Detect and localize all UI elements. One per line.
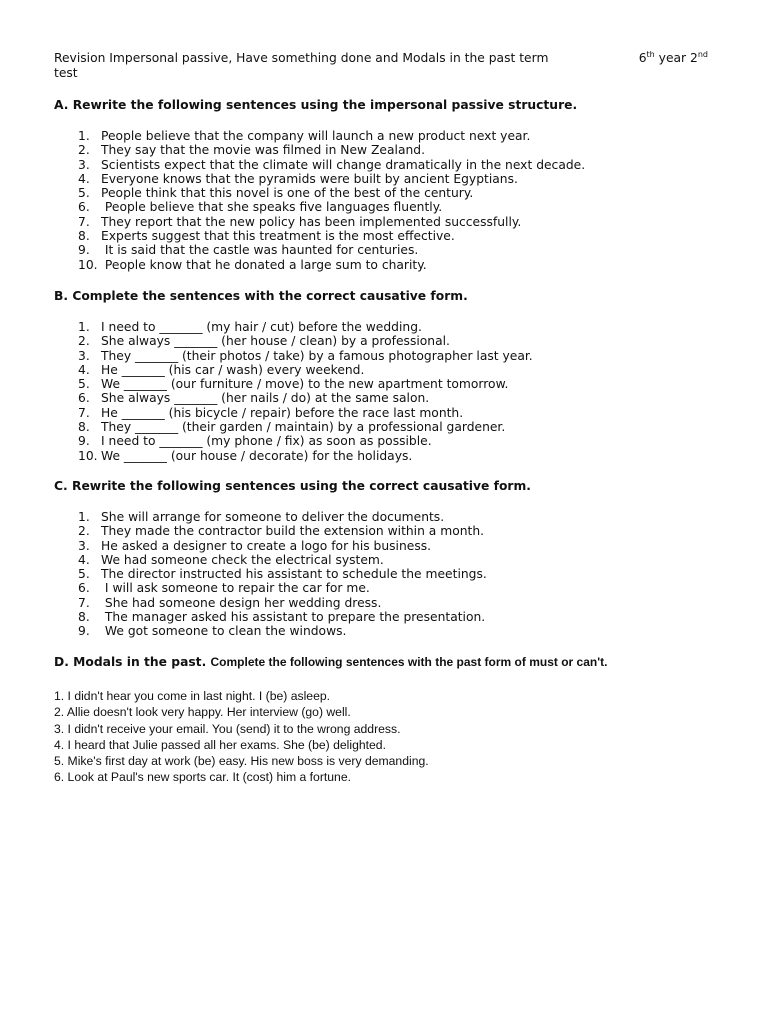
list-item <box>78 158 585 172</box>
item-text: They report that the new policy has been implemented successfully. <box>101 214 522 229</box>
item-text: He _______ (his car / wash) every weekend. <box>101 362 365 377</box>
list-item <box>78 320 533 334</box>
item-text: People think that this novel is one of the best of the century. <box>101 186 474 201</box>
item-text: I need to _______ (my hair / cut) before the wedding. <box>101 320 422 334</box>
year-term-text: year 2 <box>658 51 698 65</box>
item-number: 7. <box>78 214 90 229</box>
item-number: 1. <box>78 320 90 334</box>
item-number: 3. <box>78 157 90 172</box>
list-item <box>78 524 487 538</box>
section-b-list <box>78 320 533 463</box>
item-number: 4. <box>78 552 90 567</box>
list-item <box>78 434 533 448</box>
list-item <box>78 406 533 420</box>
item-text: I need to _______ (my phone / fix) as soon as possible. <box>101 434 432 449</box>
section-d-instruction: Complete the following sentences with the past form of must or can't. <box>210 655 608 669</box>
item-number: 1. <box>78 510 90 524</box>
list-item <box>78 243 585 257</box>
list-item <box>78 420 533 434</box>
list-item <box>78 624 487 638</box>
section-b-title: B. Complete the sentences with the correct causative form. <box>54 289 468 303</box>
item-number: 5. <box>78 377 90 392</box>
list-item <box>78 581 487 595</box>
list-item <box>78 186 585 200</box>
item-text: She always _______ (her nails / do) at the same salon. <box>101 391 430 406</box>
item-number: 10. <box>78 448 98 463</box>
item-text: She always _______ (her house / clean) by a professional. <box>101 334 450 349</box>
item-text: Scientists expect that the climate will change dramatically in the next decade. <box>101 157 586 172</box>
item-text: We _______ (our furniture / move) to the new apartment tomorrow. <box>101 377 509 392</box>
list-item <box>78 129 585 143</box>
list-item <box>78 510 487 524</box>
list-item <box>78 143 585 157</box>
list-item: 6. Look at Paul's new sports car. It (cost) him a fortune. <box>54 770 351 785</box>
list-item <box>78 391 533 405</box>
list-item <box>78 596 487 610</box>
list-item <box>78 334 533 348</box>
item-number: 8. <box>78 420 90 435</box>
item-number: 2. <box>78 524 90 539</box>
item-number: 10. <box>78 257 98 272</box>
worksheet-header <box>54 51 714 81</box>
section-c-title: C. Rewrite the following sentences using the correct causative form. <box>54 479 531 493</box>
section-a-list <box>78 129 585 272</box>
item-text: He asked a designer to create a logo for his business. <box>101 538 432 553</box>
item-number: 3. <box>78 348 90 363</box>
list-item <box>78 539 487 553</box>
item-number: 9. <box>78 434 90 449</box>
list-item <box>78 200 585 214</box>
grade-ordinal-suffix: th <box>646 49 655 59</box>
section-d-title <box>54 655 607 670</box>
list-item <box>78 349 533 363</box>
item-text: The director instructed his assistant to schedule the meetings. <box>101 567 487 582</box>
item-number: 2. <box>78 334 90 349</box>
item-text: He _______ (his bicycle / repair) before the race last month. <box>101 405 464 420</box>
section-a-title: A. Rewrite the following sentences using the impersonal passive structure. <box>54 98 578 112</box>
item-number: 3. <box>78 538 90 553</box>
item-number: 7. <box>78 405 90 420</box>
list-item: 1. I didn't hear you come in last night. I (be) asleep. <box>54 689 331 703</box>
section-d-list <box>54 688 429 786</box>
list-item: 4. I heard that Julie passed all her exams. She (be) delighted. <box>54 737 386 752</box>
item-number: 8. <box>78 610 90 625</box>
item-text: We got someone to clean the windows. <box>101 624 347 639</box>
item-number: 7. <box>78 595 90 610</box>
item-text: People believe that she speaks five languages fluently. <box>101 200 443 215</box>
item-text: We had someone check the electrical system. <box>101 552 384 567</box>
item-text: I will ask someone to repair the car for me. <box>101 581 370 596</box>
item-number: 8. <box>78 229 90 244</box>
list-item <box>78 553 487 567</box>
item-number: 2. <box>78 143 90 158</box>
item-number: 6. <box>78 581 90 596</box>
item-text: They say that the movie was filmed in New Zealand. <box>101 143 425 158</box>
item-number: 4. <box>78 362 90 377</box>
item-text: They _______ (their garden / maintain) by a professional gardener. <box>101 420 506 435</box>
item-number: 5. <box>78 186 90 201</box>
item-text: She had someone design her wedding dress. <box>101 595 382 610</box>
item-text: Everyone knows that the pyramids were built by ancient Egyptians. <box>101 171 518 186</box>
item-number: 1. <box>78 129 90 143</box>
list-item <box>78 258 585 272</box>
grade-number: 6 <box>638 51 647 65</box>
list-item: 3. I didn't receive your email. You (send) it to the wrong address. <box>54 721 401 736</box>
item-text: People believe that the company will launch a new product next year. <box>101 129 531 143</box>
list-item <box>78 172 585 186</box>
list-item: 2. Allie doesn't look very happy. Her interview (go) well. <box>54 705 351 720</box>
item-number: 9. <box>78 624 90 639</box>
list-item <box>78 363 533 377</box>
item-text: Experts suggest that this treatment is the most effective. <box>101 229 455 244</box>
item-text: She will arrange for someone to deliver the documents. <box>101 510 445 524</box>
list-item <box>78 215 585 229</box>
grade-term-label <box>639 51 708 66</box>
item-text: It is said that the castle was haunted for centuries. <box>101 243 419 258</box>
list-item <box>78 377 533 391</box>
item-number: 6. <box>78 391 90 406</box>
item-text: They made the contractor build the extension within a month. <box>101 524 485 539</box>
list-item: 5. Mike's first day at work (be) easy. His new boss is very demanding. <box>54 754 429 769</box>
list-item <box>78 567 487 581</box>
item-number: 5. <box>78 567 90 582</box>
item-number: 6. <box>78 200 90 215</box>
section-c-list <box>78 510 487 639</box>
item-text: People know that he donated a large sum to charity. <box>101 257 427 272</box>
section-d-heading: D. Modals in the past. <box>54 655 207 669</box>
worksheet-title: Revision Impersonal passive, Have something done and Modals in the past term test <box>54 51 549 80</box>
term-ordinal-suffix: nd <box>697 49 708 59</box>
list-item <box>78 610 487 624</box>
list-item <box>78 229 585 243</box>
item-text: They _______ (their photos / take) by a famous photographer last year. <box>101 348 533 363</box>
item-text: We _______ (our house / decorate) for the holidays. <box>101 448 413 463</box>
item-text: The manager asked his assistant to prepare the presentation. <box>101 610 486 625</box>
item-number: 4. <box>78 171 90 186</box>
list-item <box>78 449 533 463</box>
item-number: 9. <box>78 243 90 258</box>
